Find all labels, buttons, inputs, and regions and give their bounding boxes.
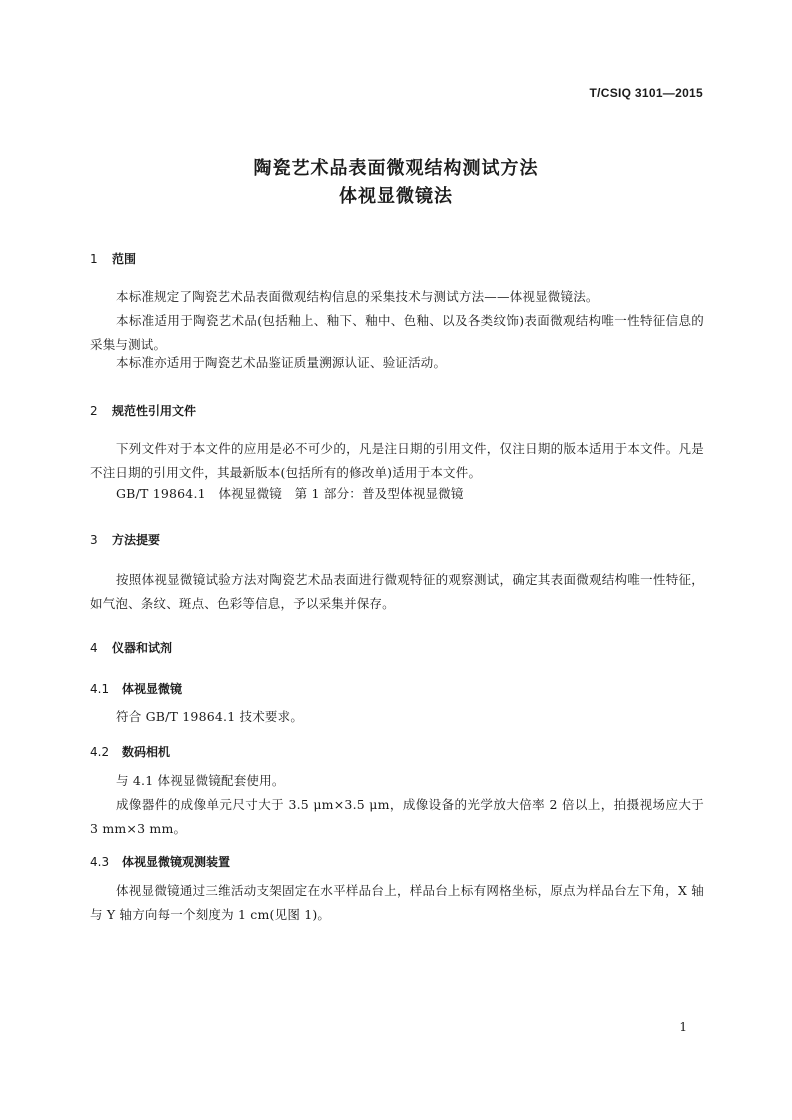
- section-4-1-heading: [90, 680, 182, 697]
- section-2-heading: [90, 402, 196, 419]
- subsection-title: 数码相机: [122, 745, 171, 759]
- section-1-paragraph-3: 本标准亦适用于陶瓷艺术品鉴证质量溯源认证、验证活动。: [116, 355, 447, 370]
- section-title: 方法提要: [112, 533, 161, 547]
- section-2-reference: GB/T 19864.1 体视显微镜 第 1 部分：普及型体视显微镜: [116, 486, 464, 501]
- section-1-heading: [90, 250, 136, 267]
- section-4-3-paragraph-1: 体视显微镜通过三维活动支架固定在水平样品台上，样品台上标有网格坐标，原点为样品台左下角，X 轴与 Y 轴方向每一个刻度为 1 cm(见图 1)。: [90, 883, 704, 922]
- section-1-paragraph-1: 本标准规定了陶瓷艺术品表面微观结构信息的采集技术与测试方法——体视显微镜法。: [116, 289, 599, 304]
- subsection-number: 4.1: [90, 682, 110, 696]
- subsection-number: 4.2: [90, 745, 110, 759]
- section-4-1-paragraph-1: 符合 GB/T 19864.1 技术要求。: [116, 709, 304, 724]
- page-number: 1: [679, 1020, 687, 1034]
- section-4-3-heading: [90, 853, 230, 870]
- section-number: 3: [90, 533, 98, 547]
- section-title: 仪器和试剂: [112, 641, 173, 655]
- subsection-title: 体视显微镜观测装置: [122, 855, 231, 869]
- document-code: T/CSIQ 3101—2015: [589, 86, 703, 100]
- section-4-heading: [90, 639, 172, 656]
- section-4-2-paragraph-1: 与 4.1 体视显微镜配套使用。: [116, 773, 285, 788]
- document-subtitle: 体视显微镜法: [339, 186, 453, 207]
- section-3-paragraph-1: 按照体视显微镜试验方法对陶瓷艺术品表面进行微观特征的观察测试，确定其表面微观结构唯一性特征，如气泡、条纹、斑点、色彩等信息，予以采集并保存。: [90, 572, 704, 611]
- subsection-number: 4.3: [90, 855, 110, 869]
- section-4-2-heading: [90, 743, 170, 760]
- section-number: 1: [90, 252, 98, 266]
- section-4-2-paragraph-2: 成像器件的成像单元尺寸大于 3.5 μm×3.5 μm，成像设备的光学放大倍率 2 倍以上，拍摄视场应大于 3 mm×3 mm。: [90, 797, 704, 836]
- section-number: 2: [90, 404, 98, 418]
- document-title: 陶瓷艺术品表面微观结构测试方法: [253, 158, 539, 179]
- section-title: 规范性引用文件: [112, 404, 197, 418]
- section-number: 4: [90, 641, 98, 655]
- section-title: 范围: [112, 252, 137, 266]
- subsection-title: 体视显微镜: [122, 682, 183, 696]
- section-2-paragraph-1: 下列文件对于本文件的应用是必不可少的，凡是注日期的引用文件，仅注日期的版本适用于本文件。凡是不注日期的引用文件，其最新版本(包括所有的修改单)适用于本文件。: [90, 441, 704, 480]
- section-3-heading: [90, 531, 160, 548]
- section-1-paragraph-2: 本标准适用于陶瓷艺术品(包括釉上、釉下、釉中、色釉、以及各类纹饰)表面微观结构唯一性特征信息的采集与测试。: [90, 313, 704, 352]
